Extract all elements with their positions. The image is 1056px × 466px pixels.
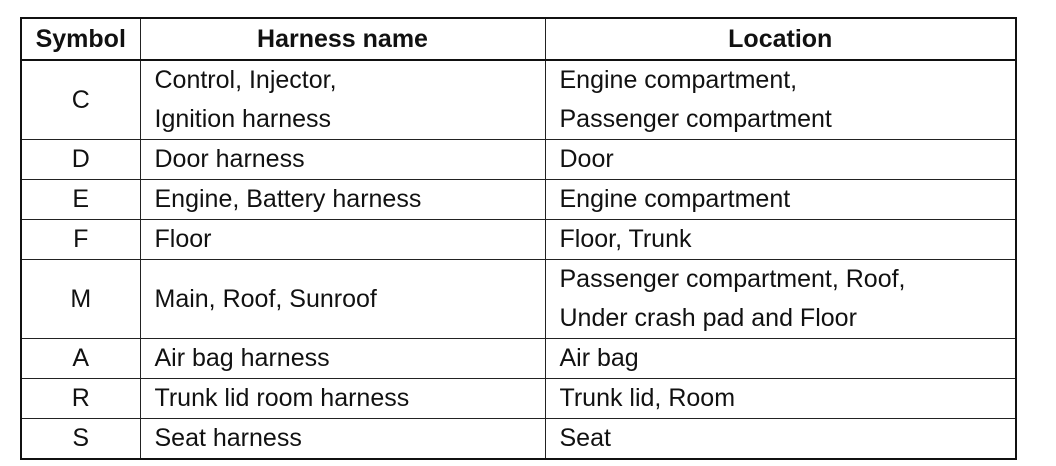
location-cell (545, 379, 1016, 419)
table-header (21, 18, 1016, 60)
location-line: Under crash pad and Floor (559, 304, 857, 332)
harness-name-line: Control, Injector, (154, 66, 337, 94)
symbol-cell: C (21, 60, 140, 140)
harness-name-cell (140, 220, 545, 260)
location-line: Engine compartment, (559, 66, 798, 94)
harness-name-line: Ignition harness (154, 105, 332, 133)
harness-name-line: Floor (154, 225, 212, 253)
location-line: Trunk lid, Room (559, 384, 736, 412)
table-row (21, 339, 1016, 379)
symbol-cell: M (21, 260, 140, 339)
header-location: Location (545, 18, 1016, 60)
location-line: Passenger compartment, Roof, (559, 265, 906, 293)
location-cell (545, 180, 1016, 220)
location-line: Air bag (559, 344, 639, 372)
location-line: Passenger compartment (559, 105, 832, 133)
harness-name-cell (140, 419, 545, 460)
harness-name-cell (140, 339, 545, 379)
header-symbol: Symbol (21, 18, 140, 60)
table-row (21, 260, 1016, 339)
harness-name-line: Air bag harness (154, 344, 330, 372)
location-cell (545, 220, 1016, 260)
symbol-cell: A (21, 339, 140, 379)
harness-name-cell (140, 180, 545, 220)
location-cell (545, 339, 1016, 379)
harness-table (20, 17, 1017, 460)
location-cell (545, 140, 1016, 180)
harness-name-line: Trunk lid room harness (154, 384, 410, 412)
symbol-cell: F (21, 220, 140, 260)
table-row (21, 379, 1016, 419)
harness-name-line: Door harness (154, 145, 305, 173)
header-row (21, 18, 1016, 60)
location-cell (545, 60, 1016, 140)
harness-name-cell (140, 140, 545, 180)
header-harness-name: Harness name (140, 18, 545, 60)
location-line: Floor, Trunk (559, 225, 692, 253)
symbol-cell: R (21, 379, 140, 419)
harness-name-cell (140, 379, 545, 419)
symbol-cell: S (21, 419, 140, 460)
location-line: Engine compartment (559, 185, 791, 213)
symbol-cell: E (21, 180, 140, 220)
harness-name-cell (140, 260, 545, 339)
harness-name-line: Seat harness (154, 424, 302, 452)
table-row (21, 419, 1016, 460)
location-cell (545, 419, 1016, 460)
harness-name-line: Engine, Battery harness (154, 185, 422, 213)
table-row (21, 140, 1016, 180)
harness-name-line: Main, Roof, Sunroof (154, 284, 377, 313)
harness-name-cell (140, 60, 545, 140)
table-row (21, 60, 1016, 140)
table-row (21, 180, 1016, 220)
location-line: Door (559, 145, 614, 173)
location-line: Seat (559, 424, 611, 452)
symbol-cell: D (21, 140, 140, 180)
table-body (21, 60, 1016, 459)
location-cell (545, 260, 1016, 339)
table-row (21, 220, 1016, 260)
